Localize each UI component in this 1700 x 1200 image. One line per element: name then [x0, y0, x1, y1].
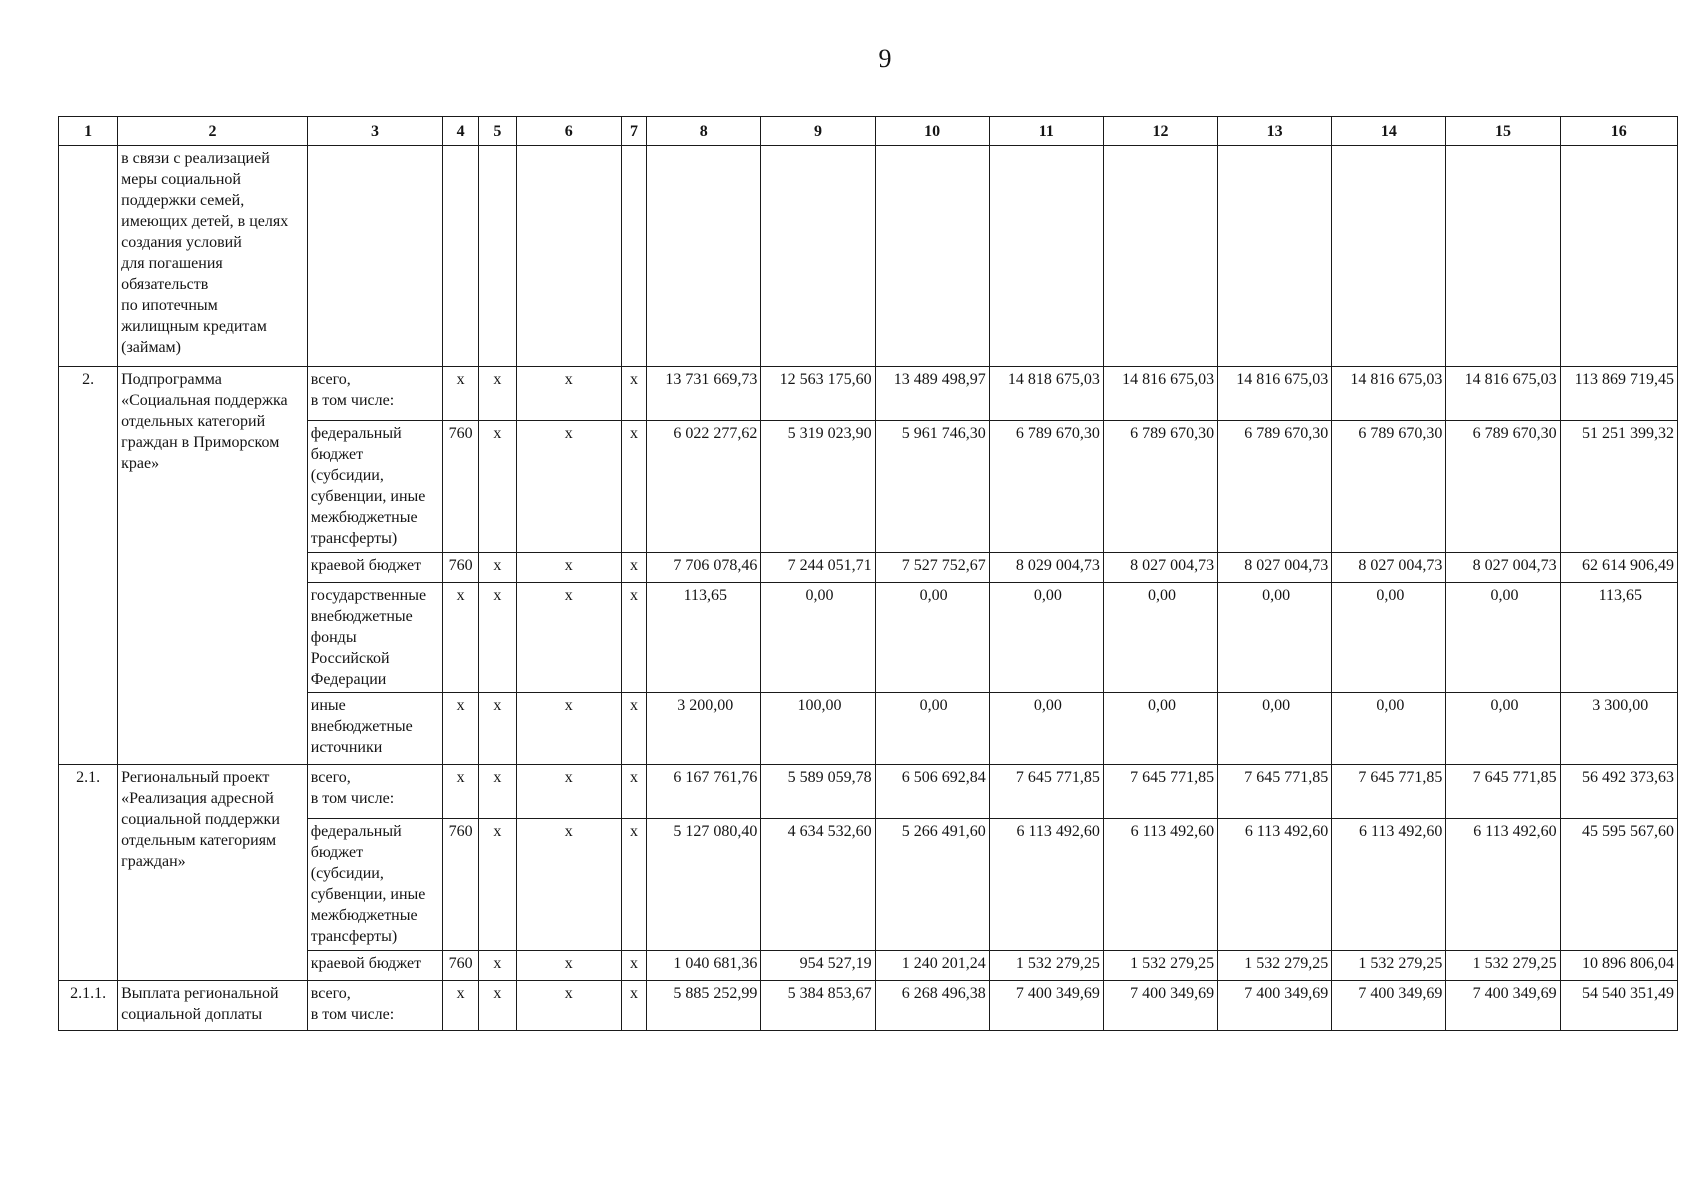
amount-cell: 5 589 059,78 — [761, 765, 875, 819]
continuation-row — [59, 146, 1678, 367]
amount-cell: 14 816 675,03 — [1446, 367, 1560, 421]
amount-cell: 7 645 771,85 — [1103, 765, 1217, 819]
code-cell: x — [516, 583, 621, 693]
amount-cell: 7 706 078,46 — [647, 553, 761, 583]
section-name: Региональный проект «Реализация адресной социальной поддержки отдельным категориям граждан» — [118, 765, 308, 981]
code-cell: x — [516, 819, 621, 951]
amount-cell: 14 816 675,03 — [1103, 367, 1217, 421]
amount-cell: 1 240 201,24 — [875, 951, 989, 981]
header-cell: 5 — [479, 117, 517, 146]
amount-cell: 7 645 771,85 — [1218, 765, 1332, 819]
empty-cell — [621, 146, 646, 367]
empty-cell — [989, 146, 1103, 367]
amount-cell: 0,00 — [1103, 583, 1217, 693]
amount-cell: 6 789 670,30 — [1218, 421, 1332, 553]
amount-cell: 4 634 532,60 — [761, 819, 875, 951]
amount-cell: 7 527 752,67 — [875, 553, 989, 583]
code-cell: x — [621, 765, 646, 819]
amount-cell: 3 200,00 — [647, 693, 761, 765]
amount-cell: 0,00 — [989, 693, 1103, 765]
code-cell: x — [479, 693, 517, 765]
code-cell: x — [516, 693, 621, 765]
code-cell: x — [443, 693, 479, 765]
amount-cell: 0,00 — [1218, 693, 1332, 765]
amount-cell: 6 113 492,60 — [1103, 819, 1217, 951]
amount-cell: 113,65 — [647, 583, 761, 693]
code-cell: x — [479, 421, 517, 553]
amount-cell: 6 789 670,30 — [1332, 421, 1446, 553]
amount-cell: 6 789 670,30 — [989, 421, 1103, 553]
amount-cell: 0,00 — [1218, 583, 1332, 693]
funding-source: иные внебюджетные источники — [307, 693, 443, 765]
code-cell: 760 — [443, 819, 479, 951]
amount-cell: 10 896 806,04 — [1560, 951, 1677, 981]
code-cell: x — [621, 553, 646, 583]
amount-cell: 6 789 670,30 — [1446, 421, 1560, 553]
header-cell: 12 — [1103, 117, 1217, 146]
section-number: 2.1. — [59, 765, 118, 981]
funding-source: всего, в том числе: — [307, 765, 443, 819]
empty-cell — [479, 146, 517, 367]
amount-cell: 12 563 175,60 — [761, 367, 875, 421]
code-cell: x — [621, 421, 646, 553]
amount-cell: 45 595 567,60 — [1560, 819, 1677, 951]
header-row — [59, 117, 1678, 146]
amount-cell: 7 645 771,85 — [989, 765, 1103, 819]
header-cell: 6 — [516, 117, 621, 146]
section-name: Подпрограмма «Социальная поддержка отдельных категорий граждан в Приморском крае» — [118, 367, 308, 765]
code-cell: x — [516, 765, 621, 819]
empty-cell — [307, 146, 443, 367]
amount-cell: 0,00 — [875, 693, 989, 765]
amount-cell: 62 614 906,49 — [1560, 553, 1677, 583]
code-cell: x — [516, 421, 621, 553]
amount-cell: 1 532 279,25 — [1103, 951, 1217, 981]
code-cell: x — [443, 583, 479, 693]
header-cell: 4 — [443, 117, 479, 146]
code-cell: x — [516, 951, 621, 981]
code-cell: x — [479, 819, 517, 951]
code-cell: x — [516, 981, 621, 1031]
header-cell: 9 — [761, 117, 875, 146]
amount-cell: 5 266 491,60 — [875, 819, 989, 951]
empty-cell — [1332, 146, 1446, 367]
amount-cell: 7 400 349,69 — [1103, 981, 1217, 1031]
header-cell: 16 — [1560, 117, 1677, 146]
header-cell: 14 — [1332, 117, 1446, 146]
code-cell: x — [621, 583, 646, 693]
amount-cell: 8 027 004,73 — [1332, 553, 1446, 583]
code-cell: x — [443, 367, 479, 421]
amount-cell: 0,00 — [989, 583, 1103, 693]
amount-cell: 6 167 761,76 — [647, 765, 761, 819]
amount-cell: 8 027 004,73 — [1218, 553, 1332, 583]
amount-cell: 14 816 675,03 — [1218, 367, 1332, 421]
empty-cell — [875, 146, 989, 367]
header-cell: 2 — [118, 117, 308, 146]
budget-row — [59, 981, 1678, 1031]
code-cell: x — [516, 553, 621, 583]
code-cell: x — [443, 981, 479, 1031]
amount-cell: 14 816 675,03 — [1332, 367, 1446, 421]
header-cell: 7 — [621, 117, 646, 146]
header-cell: 8 — [647, 117, 761, 146]
code-cell: x — [479, 765, 517, 819]
section-number: 2. — [59, 367, 118, 765]
code-cell: x — [516, 367, 621, 421]
amount-cell: 8 027 004,73 — [1446, 553, 1560, 583]
amount-cell: 0,00 — [1332, 583, 1446, 693]
amount-cell: 8 027 004,73 — [1103, 553, 1217, 583]
code-cell: x — [479, 553, 517, 583]
amount-cell: 6 113 492,60 — [1218, 819, 1332, 951]
empty-cell — [59, 146, 118, 367]
header-cell: 13 — [1218, 117, 1332, 146]
empty-cell — [443, 146, 479, 367]
funding-source: краевой бюджет — [307, 553, 443, 583]
amount-cell: 0,00 — [761, 583, 875, 693]
code-cell: 760 — [443, 951, 479, 981]
funding-source: федеральный бюджет (субсидии, субвенции, иные межбюджетные трансферты) — [307, 421, 443, 553]
amount-cell: 8 029 004,73 — [989, 553, 1103, 583]
budget-table — [58, 116, 1678, 1031]
header-cell: 10 — [875, 117, 989, 146]
amount-cell: 6 113 492,60 — [1332, 819, 1446, 951]
empty-cell — [647, 146, 761, 367]
amount-cell: 7 645 771,85 — [1446, 765, 1560, 819]
amount-cell: 5 319 023,90 — [761, 421, 875, 553]
amount-cell: 0,00 — [1446, 583, 1560, 693]
amount-cell: 7 400 349,69 — [989, 981, 1103, 1031]
header-cell: 1 — [59, 117, 118, 146]
code-cell: x — [479, 583, 517, 693]
code-cell: x — [479, 367, 517, 421]
empty-cell — [1446, 146, 1560, 367]
amount-cell: 13 489 498,97 — [875, 367, 989, 421]
section-name: Выплата региональной социальной доплаты — [118, 981, 308, 1031]
amount-cell: 0,00 — [1103, 693, 1217, 765]
funding-source: всего, в том числе: — [307, 981, 443, 1031]
amount-cell: 1 532 279,25 — [1332, 951, 1446, 981]
header-cell: 11 — [989, 117, 1103, 146]
code-cell: x — [621, 951, 646, 981]
amount-cell: 7 400 349,69 — [1446, 981, 1560, 1031]
funding-source: государственные внебюджетные фонды Российской Федерации — [307, 583, 443, 693]
amount-cell: 100,00 — [761, 693, 875, 765]
code-cell: x — [621, 693, 646, 765]
funding-source: краевой бюджет — [307, 951, 443, 981]
amount-cell: 5 384 853,67 — [761, 981, 875, 1031]
code-cell: x — [621, 367, 646, 421]
amount-cell: 0,00 — [875, 583, 989, 693]
amount-cell: 13 731 669,73 — [647, 367, 761, 421]
amount-cell: 51 251 399,32 — [1560, 421, 1677, 553]
amount-cell: 7 244 051,71 — [761, 553, 875, 583]
amount-cell: 7 400 349,69 — [1218, 981, 1332, 1031]
amount-cell: 6 506 692,84 — [875, 765, 989, 819]
code-cell: x — [621, 819, 646, 951]
amount-cell: 6 268 496,38 — [875, 981, 989, 1031]
amount-cell: 3 300,00 — [1560, 693, 1677, 765]
header-cell: 3 — [307, 117, 443, 146]
amount-cell: 56 492 373,63 — [1560, 765, 1677, 819]
amount-cell: 6 022 277,62 — [647, 421, 761, 553]
page-number: 9 — [878, 44, 892, 73]
amount-cell: 7 645 771,85 — [1332, 765, 1446, 819]
code-cell: x — [443, 765, 479, 819]
amount-cell: 14 818 675,03 — [989, 367, 1103, 421]
code-cell: x — [479, 981, 517, 1031]
amount-cell: 6 113 492,60 — [989, 819, 1103, 951]
empty-cell — [761, 146, 875, 367]
amount-cell: 7 400 349,69 — [1332, 981, 1446, 1031]
amount-cell: 0,00 — [1446, 693, 1560, 765]
empty-cell — [1103, 146, 1217, 367]
empty-cell — [516, 146, 621, 367]
amount-cell: 1 532 279,25 — [1218, 951, 1332, 981]
amount-cell: 6 113 492,60 — [1446, 819, 1560, 951]
header-cell: 15 — [1446, 117, 1560, 146]
amount-cell: 1 532 279,25 — [1446, 951, 1560, 981]
code-cell: x — [621, 981, 646, 1031]
amount-cell: 5 961 746,30 — [875, 421, 989, 553]
funding-source: всего, в том числе: — [307, 367, 443, 421]
amount-cell: 5 885 252,99 — [647, 981, 761, 1031]
amount-cell: 1 040 681,36 — [647, 951, 761, 981]
amount-cell: 954 527,19 — [761, 951, 875, 981]
code-cell: 760 — [443, 421, 479, 553]
empty-cell — [1218, 146, 1332, 367]
amount-cell: 5 127 080,40 — [647, 819, 761, 951]
budget-row — [59, 765, 1678, 819]
section-number: 2.1.1. — [59, 981, 118, 1031]
empty-cell — [1560, 146, 1677, 367]
budget-row — [59, 367, 1678, 421]
code-cell: x — [479, 951, 517, 981]
amount-cell: 6 789 670,30 — [1103, 421, 1217, 553]
funding-source: федеральный бюджет (субсидии, субвенции, иные межбюджетные трансферты) — [307, 819, 443, 951]
amount-cell: 113 869 719,45 — [1560, 367, 1677, 421]
amount-cell: 54 540 351,49 — [1560, 981, 1677, 1031]
code-cell: 760 — [443, 553, 479, 583]
amount-cell: 1 532 279,25 — [989, 951, 1103, 981]
amount-cell: 0,00 — [1332, 693, 1446, 765]
continuation-text: в связи с реализацией меры социальной поддержки семей, имеющих детей, в целях создания условий для погашения обязательств по ипотечным жилищным кредитам (займам) — [118, 146, 308, 367]
amount-cell: 113,65 — [1560, 583, 1677, 693]
